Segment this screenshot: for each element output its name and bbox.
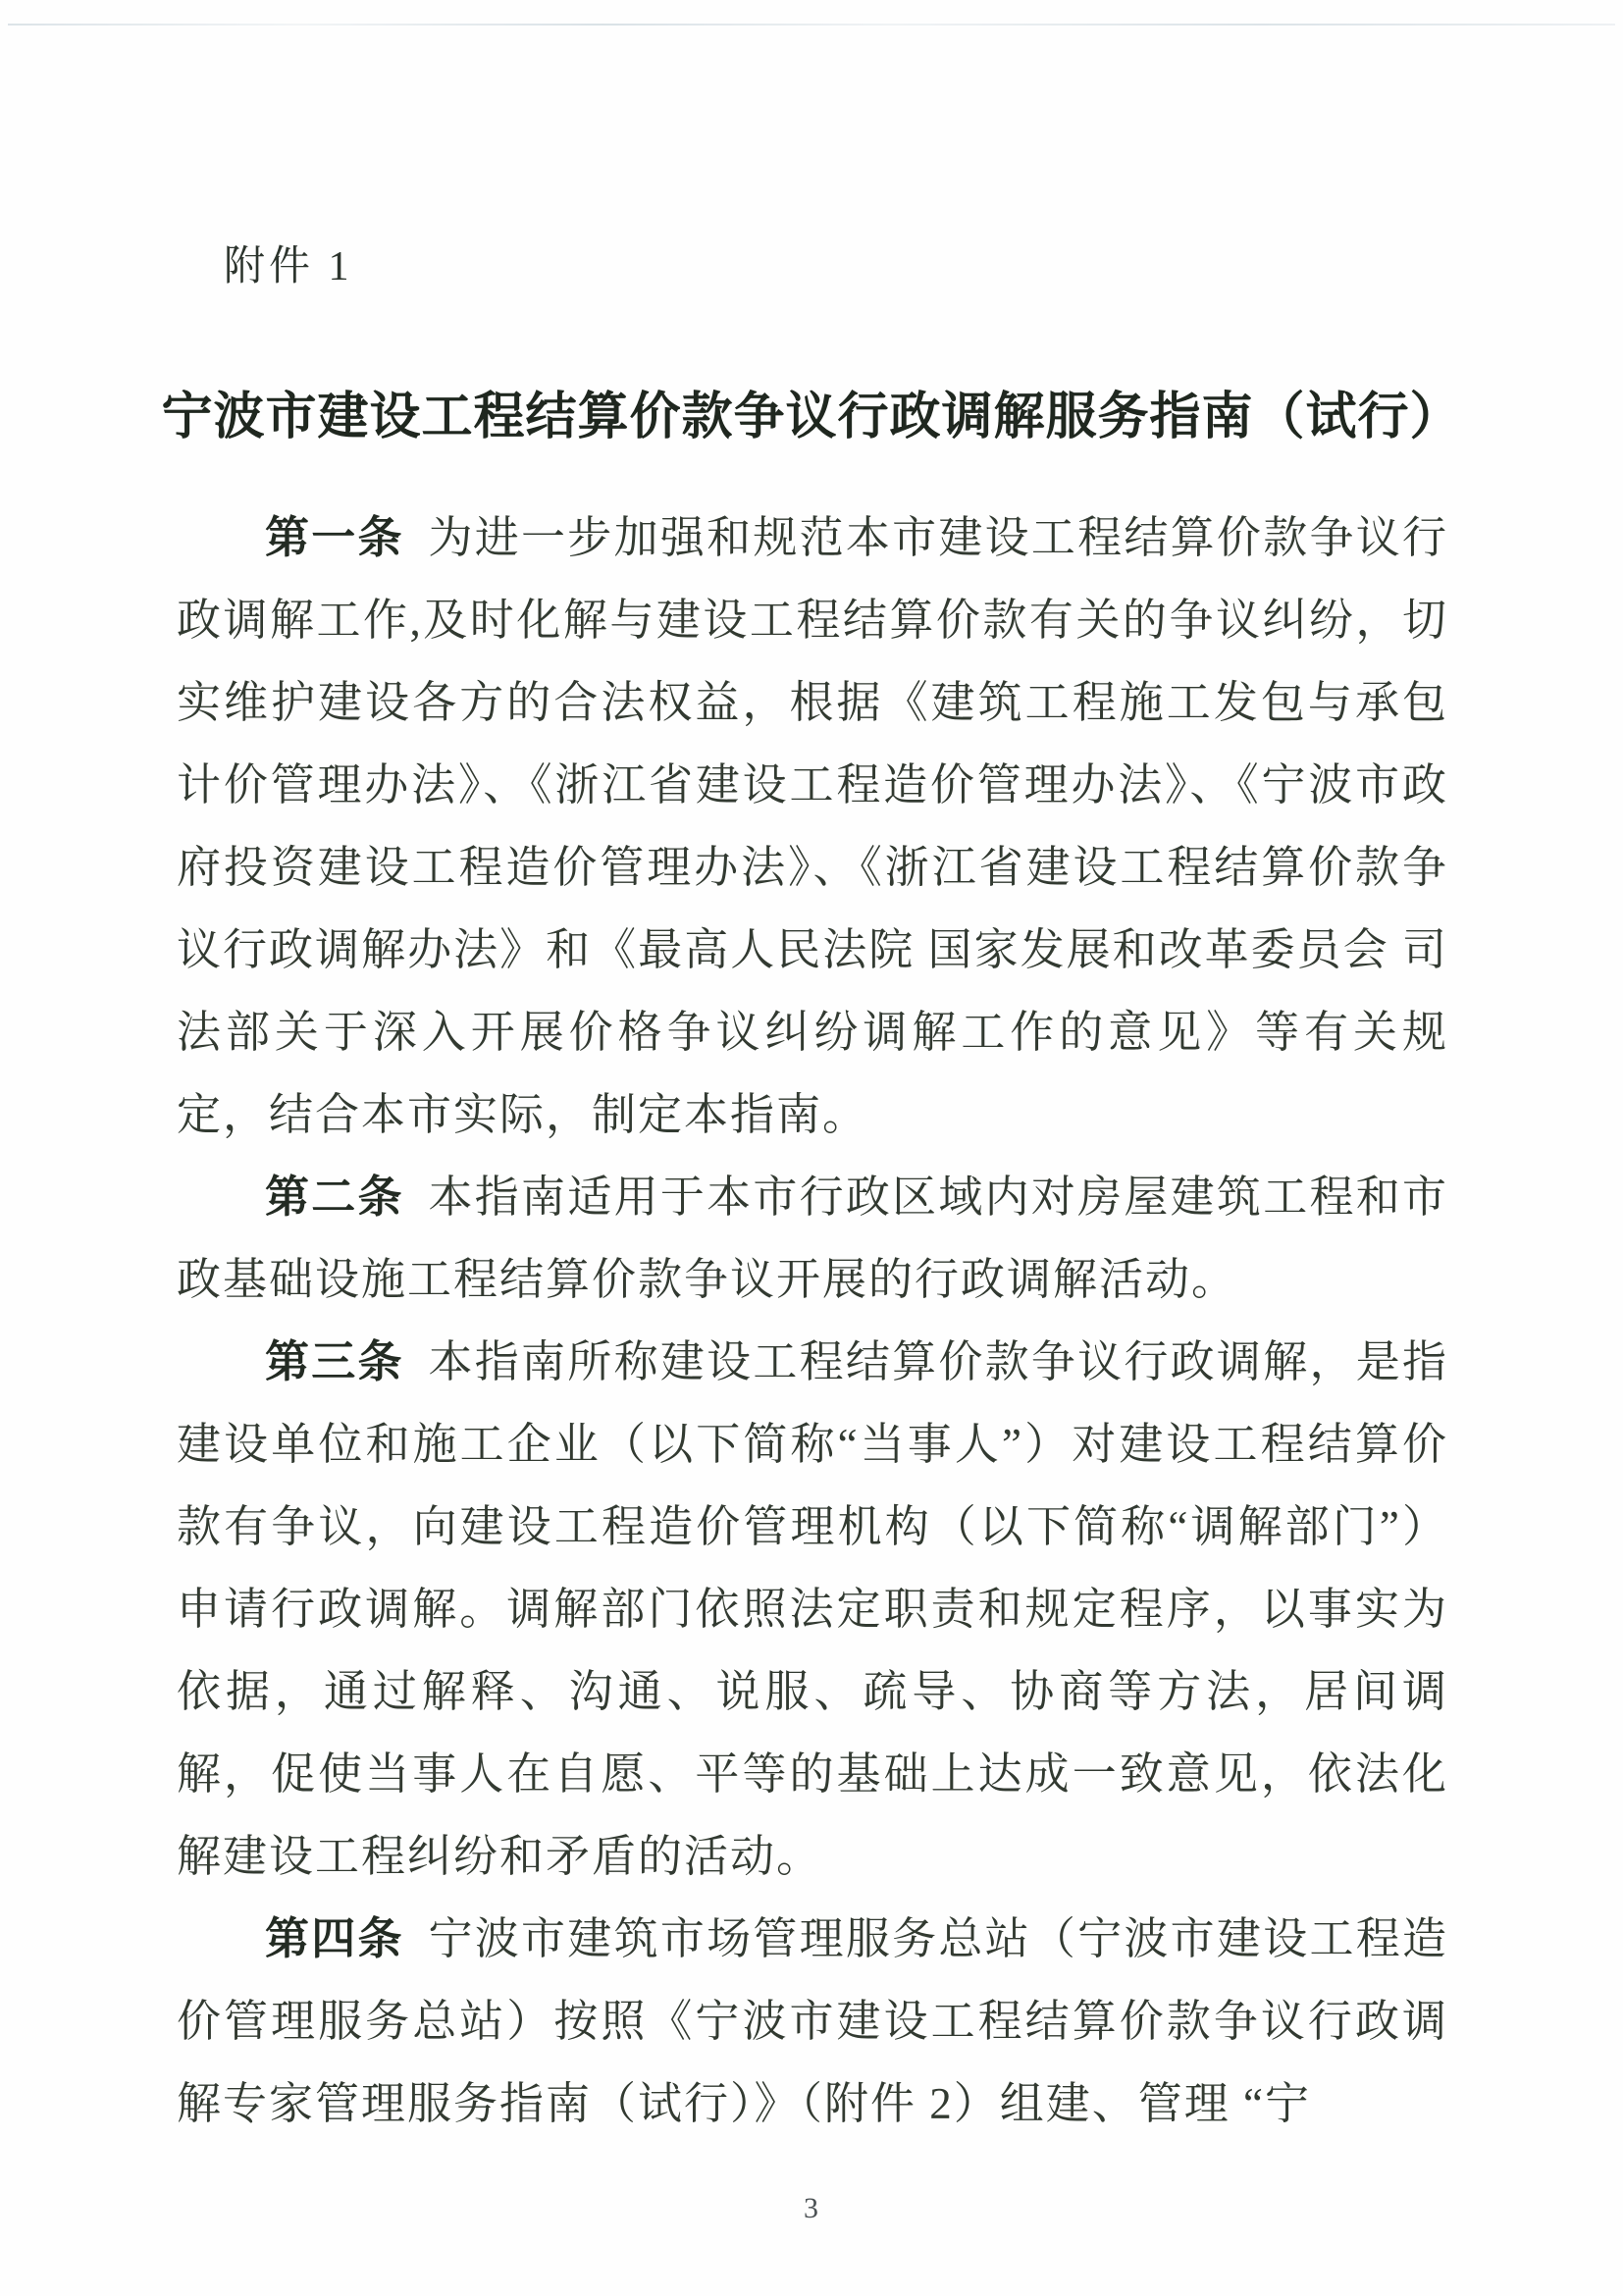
- document-body: [177, 496, 1448, 2145]
- paragraph-article-2: [177, 1156, 1448, 1321]
- article-4-text: 宁波市建筑市场管理服务总站（宁波市建设工程造价管理服务总站）按照《宁波市建设工程结算价款争议行政调解专家管理服务指南（试行）》（附件 2）组建、管理 “宁: [177, 1914, 1448, 2128]
- scan-artifact-line: [8, 24, 1615, 26]
- article-2-text: 本指南适用于本市行政区域内对房屋建筑工程和市政基础设施工程结算价款争议开展的行政调解活动。: [177, 1173, 1448, 1304]
- page-number: 3: [804, 2192, 819, 2224]
- article-2-label: 第二条: [265, 1173, 404, 1222]
- article-3-label: 第三条: [265, 1337, 404, 1386]
- paragraph-article-3: [177, 1321, 1448, 1898]
- paragraph-article-4: [177, 1898, 1448, 2145]
- paragraph-article-1: [177, 496, 1448, 1156]
- article-4-label: 第四条: [265, 1914, 404, 1963]
- article-1-text: 为进一步加强和规范本市建设工程结算价款争议行政调解工作,及时化解与建设工程结算价款有关的争议纠纷，切实维护建设各方的合法权益，根据《建筑工程施工发包与承包计价管理办法》、《浙江省建设工程造价管理办法》、《宁波市政府投资建设工程造价管理办法》、《浙江省建设工程结算价款争议行政调解办法》和《最高人民法院 国家发展和改革委员会 司法部关于深入开展价格争议纠纷调解工作的意见》等有关规定，结合本市实际，制定本指南。: [177, 513, 1448, 1139]
- article-3-text: 本指南所称建设工程结算价款争议行政调解，是指建设单位和施工企业（以下简称“当事人”）对建设工程结算价款有争议，向建设工程造价管理机构（以下简称“调解部门”）申请行政调解。调解部门依照法定职责和规定程序，以事实为依据，通过解释、沟通、说服、疏导、协商等方法，居间调解，促使当事人在自愿、平等的基础上达成一致意见，依法化解建设工程纠纷和矛盾的活动。: [177, 1337, 1448, 1881]
- article-1-label: 第一条: [265, 513, 404, 562]
- document-title: 宁波市建设工程结算价款争议行政调解服务指南（试行）: [161, 390, 1462, 445]
- attachment-label: 附件 1: [224, 244, 353, 289]
